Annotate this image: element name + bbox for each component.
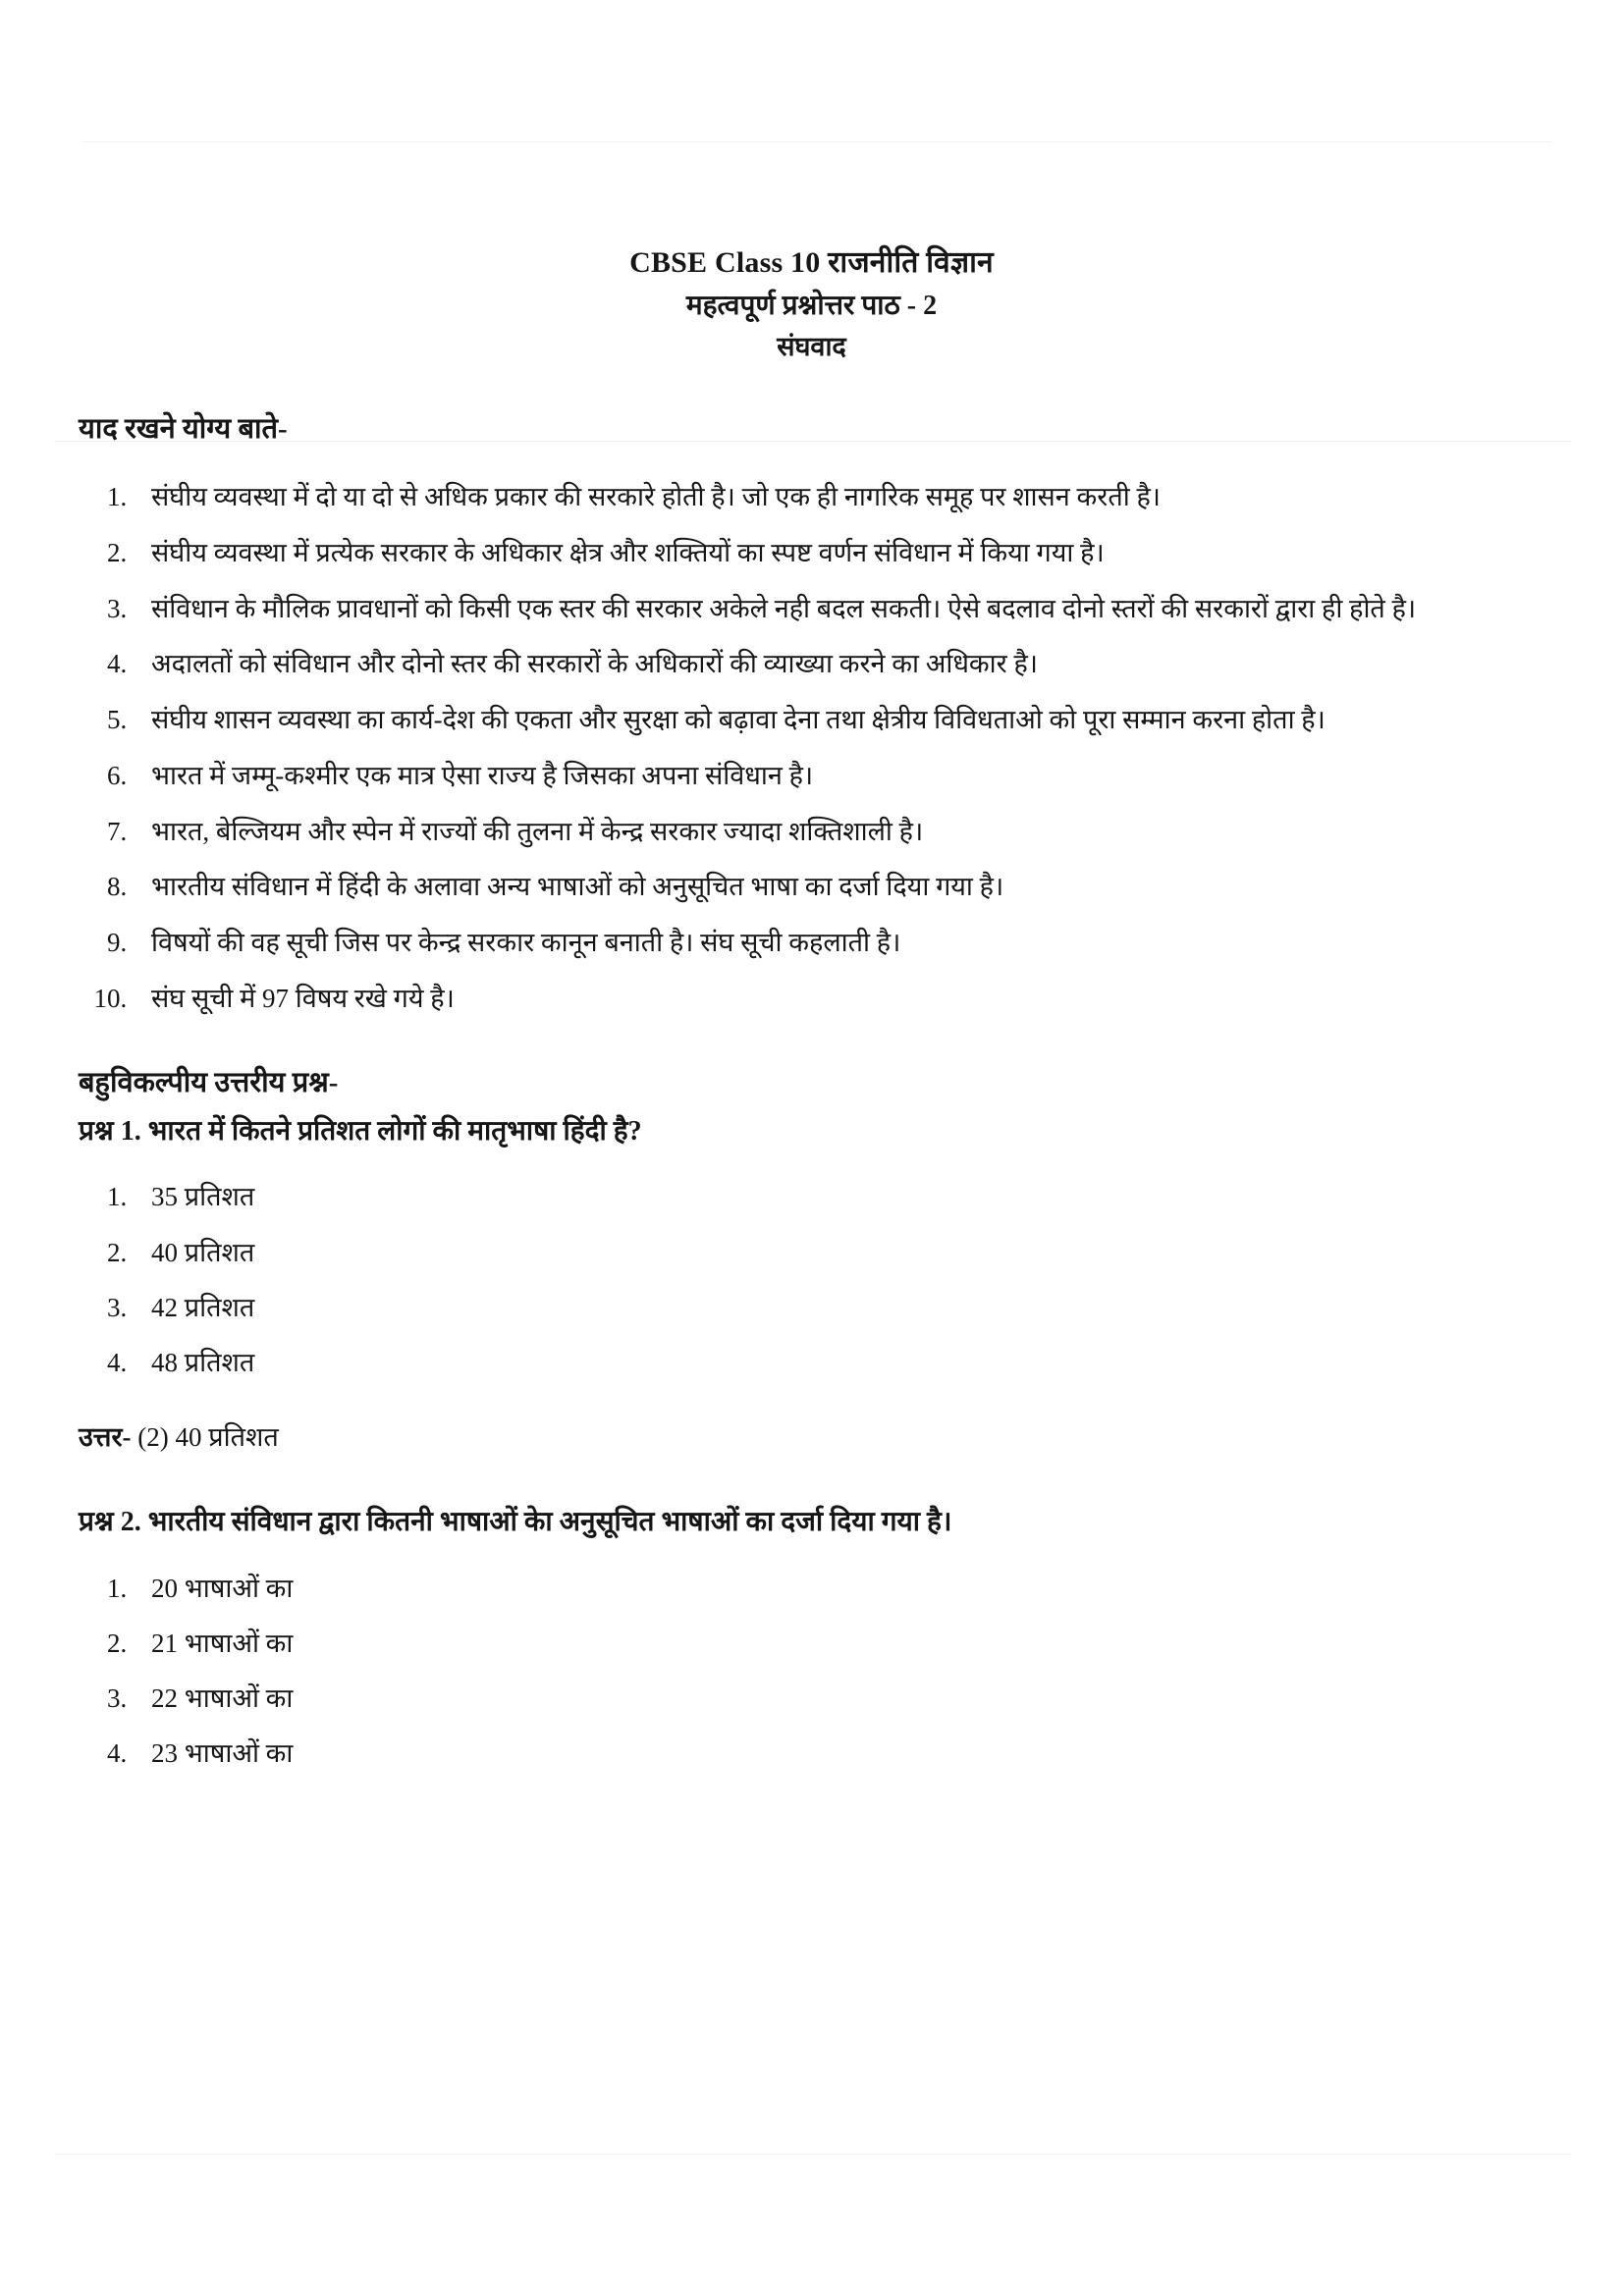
document-title-block: [0, 243, 1623, 364]
option-item: 2. 40 प्रतिशत: [134, 1232, 1554, 1274]
question-2-options: [79, 1568, 1554, 1776]
option-item: 1. 35 प्रतिशत: [134, 1176, 1554, 1218]
page-subtitle: महत्वपूर्ण प्रश्नोत्तर पाठ - 2: [685, 291, 938, 321]
option-item: 3. 22 भाषाओं का: [134, 1678, 1554, 1720]
list-item: 10. संघ सूची में 97 विषय रखे गये है।: [134, 978, 1554, 1021]
option-item: 4. 23 भाषाओं का: [134, 1733, 1554, 1775]
document-body: [0, 411, 1623, 1775]
list-item: 6. भारत में जम्मू-कश्मीर एक मात्र ऐसा राज्य है जिसका अपना संविधान है।: [134, 755, 1554, 798]
option-item: 4. 48 प्रतिशत: [134, 1342, 1554, 1384]
notes-list: [79, 476, 1554, 1020]
notes-section-heading: याद रखने योग्य बाते-: [79, 413, 288, 446]
question-2-block: [79, 1504, 1554, 1775]
mcq-section-heading: बहुविकल्पीय उत्तरीय प्रश्न-: [79, 1066, 339, 1098]
page-title: CBSE Class 10 राजनीति विज्ञान: [629, 246, 994, 279]
list-item: 1. संघीय व्यवस्था में दो या दो से अधिक प्रकार की सरकारे होती है। जो एक ही नागरिक समूह पर शासन करती है।: [134, 476, 1554, 519]
mcq-section: [79, 1064, 1554, 1776]
list-item: 9. विषयों की वह सूची जिस पर केन्द्र सरकार कानून बनाती है। संघ सूची कहलाती है।: [134, 922, 1554, 965]
option-item: 2. 21 भाषाओं का: [134, 1623, 1554, 1665]
page-frame-bottom-line: [54, 2154, 1571, 2155]
answer-value: (2) 40 प्रतिशत: [131, 1422, 279, 1453]
list-item: 4. अदालतों को संविधान और दोनो स्तर की सरकारों के अधिकारों की व्याख्या करने का अधिकार है।: [134, 643, 1554, 686]
question-1-text: प्रश्न 1. भारत में कितने प्रतिशत लोगों की मातृभाषा हिंदी है?: [79, 1115, 642, 1147]
option-item: 3. 42 प्रतिशत: [134, 1287, 1554, 1329]
list-item: 3. संविधान के मौलिक प्रावधानों को किसी एक स्तर की सरकार अकेले नही बदल सकती। ऐसे बदलाव दोनो स्तरों की सरकारों द्वारा ही होते है।: [134, 588, 1554, 631]
option-item: 1. 20 भाषाओं का: [134, 1568, 1554, 1610]
question-1-answer: [79, 1419, 1554, 1457]
question-2-text: प्रश्न 2. भारतीय संविधान द्वारा कितनी भाषाओं केा अनुसूचित भाषाओं का दर्जा दिया गया है।: [79, 1506, 952, 1537]
list-item: 2. संघीय व्यवस्था में प्रत्येक सरकार के अधिकार क्षेत्र और शक्तियों का स्पष्ट वर्णन संविधान में किया गया है।: [134, 532, 1554, 575]
list-item: 7. भारत, बेल्जियम और स्पेन में राज्यों की तुलना में केन्द्र सरकार ज्यादा शक्तिशाली है।: [134, 811, 1554, 854]
answer-label: उत्तर-: [79, 1422, 132, 1453]
list-item: 5. संघीय शासन व्यवस्था का कार्य-देश की एकता और सुरक्षा को बढ़ावा देना तथा क्षेत्रीय विविधताओ को पूरा सम्मान करना होता है।: [134, 699, 1554, 742]
list-item: 8. भारतीय संविधान में हिंदी के अलावा अन्य भाषाओं को अनुसूचित भाषा का दर्जा दिया गया है।: [134, 866, 1554, 909]
page-chapter-name: संघवाद: [777, 332, 846, 362]
question-1-options: [79, 1176, 1554, 1384]
